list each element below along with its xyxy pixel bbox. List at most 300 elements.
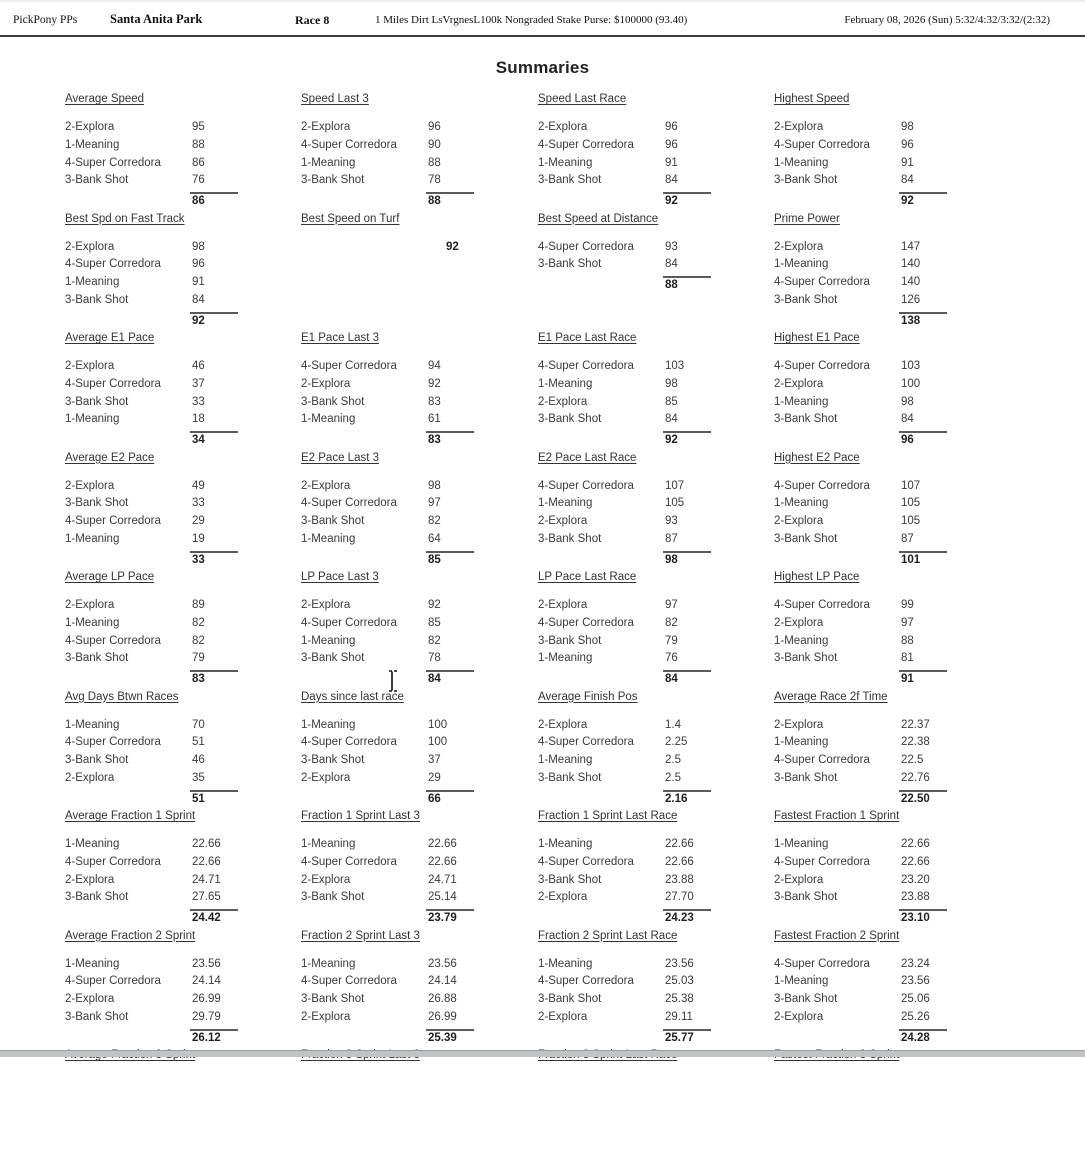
table-row	[774, 874, 1009, 892]
total-row	[301, 790, 538, 808]
summary-section	[65, 332, 301, 452]
section-title: Highest LP Pace	[774, 571, 860, 583]
horse-name: 1-Meaning	[538, 377, 593, 390]
horse-name: 1-Meaning	[301, 718, 356, 731]
table-row	[301, 719, 538, 737]
stat-value: 76	[665, 652, 678, 665]
table-row	[301, 396, 538, 414]
section-total: 138	[899, 312, 947, 327]
section-total: 85	[426, 551, 474, 566]
horse-name: 1-Meaning	[774, 736, 829, 749]
table-row	[301, 599, 538, 617]
table-row	[774, 838, 1009, 856]
table-row	[774, 157, 1009, 175]
horse-name: 2-Explora	[774, 121, 824, 133]
section-total: 84	[426, 670, 474, 685]
table-row	[538, 396, 774, 414]
table-row	[301, 958, 538, 976]
table-row	[538, 993, 774, 1011]
stat-value: 96	[901, 138, 914, 151]
table-row	[774, 139, 1009, 157]
horse-name: 2-Explora	[538, 515, 588, 527]
stat-value: 78	[428, 652, 441, 665]
summary-section	[538, 332, 774, 452]
table-row	[65, 993, 301, 1011]
stat-value: 29.11	[665, 1010, 693, 1023]
track-name: Santa Anita Park	[110, 12, 203, 26]
total-row	[301, 670, 538, 688]
table-row	[774, 241, 1009, 259]
horse-name: 4-Super Corredora	[65, 377, 161, 390]
table-row	[301, 772, 538, 790]
section-total: 88	[663, 276, 711, 291]
summary-section	[301, 810, 538, 930]
stat-value: 22.66	[901, 838, 930, 850]
table-row	[538, 121, 774, 139]
section-total: 66	[426, 790, 474, 805]
stat-value: 87	[665, 532, 678, 545]
stat-value: 85	[665, 395, 678, 408]
stat-value: 83	[428, 395, 441, 408]
summary-section	[301, 452, 538, 572]
table-row	[65, 856, 301, 874]
page-title: Summaries	[495, 58, 590, 77]
horse-name: 3-Bank Shot	[65, 754, 129, 766]
summary-section	[538, 810, 774, 930]
horse-name: 3-Bank Shot	[301, 993, 365, 1005]
table-row	[301, 838, 538, 856]
horse-name: 2-Explora	[538, 121, 588, 133]
summary-section	[301, 213, 538, 333]
section-total: 83	[426, 431, 474, 446]
table-row	[65, 497, 301, 515]
stat-value: 22.76	[901, 771, 930, 784]
total-row	[774, 790, 1009, 808]
total-row	[538, 1029, 774, 1047]
stat-value: 27.65	[192, 891, 221, 904]
table-row	[65, 958, 301, 976]
section-title: Fraction 1 Sprint Last 3	[301, 810, 420, 822]
horse-name: 3-Bank Shot	[774, 532, 838, 545]
section-total: 91	[899, 670, 947, 685]
stat-value: 29	[428, 771, 441, 784]
table-row	[65, 652, 301, 670]
horse-name: 1-Meaning	[65, 413, 120, 426]
table-row	[65, 378, 301, 396]
horse-name: 2-Explora	[65, 599, 115, 611]
stat-value: 25.26	[901, 1010, 930, 1023]
table-row	[538, 772, 774, 790]
stat-value: 79	[192, 652, 205, 665]
table-row	[301, 993, 538, 1011]
stat-value: 22.5	[901, 754, 924, 766]
table-row	[65, 258, 301, 276]
table-row	[774, 497, 1009, 515]
horse-name: 1-Meaning	[538, 957, 593, 970]
horse-name: 4-Super Corredora	[65, 736, 161, 749]
table-row	[774, 533, 1009, 551]
section-title: Best Speed on Turf	[301, 212, 400, 225]
stat-value: 26.99	[428, 1010, 457, 1023]
horse-name: 1-Meaning	[65, 957, 120, 970]
horse-name: 4-Super Corredora	[301, 497, 397, 510]
section-total: 98	[663, 551, 711, 566]
stat-value: 97	[665, 599, 678, 611]
stat-value: 84	[665, 258, 678, 271]
horse-name: 2-Explora	[774, 873, 824, 886]
table-row	[774, 276, 1009, 294]
section-title: Fraction 1 Sprint Last Race	[538, 810, 678, 822]
section-title: E1 Pace Last 3	[301, 332, 379, 344]
table-row	[774, 754, 1009, 772]
total-row	[774, 670, 1009, 688]
table-row	[65, 413, 301, 431]
table-row	[65, 480, 301, 498]
table-row	[774, 396, 1009, 414]
horse-name: 1-Meaning	[774, 497, 829, 510]
stat-value: 107	[901, 479, 921, 492]
horse-name: 2-Explora	[65, 993, 115, 1005]
stat-value: 90	[428, 138, 441, 151]
horse-name: 2-Explora	[301, 873, 351, 886]
horse-name: 3-Bank Shot	[65, 891, 129, 904]
summary-section	[538, 571, 774, 691]
table-row	[65, 754, 301, 772]
section-total: 33	[190, 551, 238, 566]
stat-value: 85	[428, 616, 441, 629]
stat-value: 1.4	[665, 718, 681, 731]
stat-value: 105	[665, 497, 685, 510]
stat-value: 23.88	[901, 891, 930, 904]
stat-value: 97	[901, 616, 914, 629]
stat-value: 22.66	[665, 838, 694, 850]
table-row	[301, 1011, 538, 1029]
horse-name: 3-Bank Shot	[65, 174, 129, 187]
stat-value: 76	[192, 174, 205, 187]
horse-name: 1-Meaning	[538, 838, 593, 850]
stat-value: 23.20	[901, 873, 930, 886]
horse-name: 3-Bank Shot	[774, 993, 838, 1005]
stat-value: 99	[901, 599, 914, 611]
stat-value: 22.66	[901, 855, 930, 868]
horse-name: 4-Super Corredora	[774, 276, 870, 288]
section-title: Average Fraction 1 Sprint	[65, 810, 196, 822]
app-name: PickPony PPs	[13, 14, 78, 26]
stat-value: 64	[428, 532, 441, 545]
table-row	[65, 736, 301, 754]
stat-value: 96	[192, 258, 205, 271]
stat-value: 25.03	[665, 975, 694, 988]
section-title: Prime Power	[774, 212, 840, 225]
summary-section	[301, 93, 538, 213]
total-row	[538, 790, 774, 808]
horse-name: 2-Explora	[538, 395, 588, 408]
section-total: 92	[190, 312, 238, 327]
horse-name: 1-Meaning	[538, 156, 593, 169]
horse-name: 4-Super Corredora	[538, 616, 634, 629]
stat-value: 93	[665, 240, 678, 253]
table-row	[538, 1011, 774, 1029]
horse-name: 3-Bank Shot	[538, 634, 602, 647]
section-title: Average Speed	[65, 93, 145, 105]
section-title: LP Pace Last Race	[538, 571, 637, 583]
stat-value: 103	[901, 360, 921, 372]
stat-value: 33	[192, 497, 205, 510]
section-total: 96	[899, 431, 947, 446]
horse-name: 4-Super Corredora	[538, 360, 634, 372]
horse-name: 4-Super Corredora	[301, 138, 397, 151]
section-total: 84	[663, 670, 711, 685]
summaries-grid	[65, 93, 1009, 1169]
horse-name: 2-Explora	[538, 718, 588, 731]
section-total: 24.28	[899, 1029, 947, 1044]
stat-value: 22.66	[428, 855, 457, 868]
horse-name: 4-Super Corredora	[538, 479, 634, 492]
summary-section	[65, 810, 301, 930]
table-row	[301, 515, 538, 533]
stat-value: 2.25	[665, 736, 688, 749]
horse-name: 2-Explora	[65, 240, 115, 253]
stat-value: 98	[901, 121, 914, 133]
table-row	[774, 294, 1009, 312]
stat-value: 126	[901, 293, 921, 306]
stat-value: 84	[901, 413, 914, 426]
table-row	[65, 838, 301, 856]
section-title: Average LP Pace	[65, 571, 155, 583]
horse-name: 4-Super Corredora	[538, 975, 634, 988]
section-total: 51	[190, 790, 238, 805]
stat-value: 92	[428, 599, 441, 611]
summary-section	[774, 332, 1009, 452]
stat-value: 2.5	[665, 771, 681, 784]
stat-value: 22.38	[901, 736, 930, 749]
stat-value: 98	[665, 377, 678, 390]
horse-name: 1-Meaning	[538, 754, 593, 766]
section-total: 2.16	[663, 790, 711, 805]
stat-value: 26.99	[192, 993, 221, 1005]
table-row	[538, 874, 774, 892]
stat-value: 79	[665, 634, 678, 647]
stat-value: 100	[901, 377, 921, 390]
total-row	[65, 312, 301, 330]
horse-name: 4-Super Corredora	[65, 156, 161, 169]
horse-name: 4-Super Corredora	[301, 360, 397, 372]
table-row	[301, 874, 538, 892]
horse-name: 3-Bank Shot	[301, 652, 365, 665]
stat-value: 96	[665, 121, 678, 133]
table-row	[774, 258, 1009, 276]
section-title: Speed Last Race	[538, 93, 627, 105]
horse-name: 4-Super Corredora	[774, 360, 870, 372]
stat-value: 2.5	[665, 754, 681, 766]
horse-name: 2-Explora	[65, 479, 115, 492]
stat-value: 23.56	[192, 957, 221, 970]
horse-name: 2-Explora	[65, 873, 115, 886]
section-total: 86	[190, 192, 238, 207]
stat-value: 22.66	[428, 838, 457, 850]
table-row	[301, 174, 538, 192]
total-row	[65, 1029, 301, 1047]
table-row	[538, 139, 774, 157]
summary-section	[774, 93, 1009, 213]
horse-name: 3-Bank Shot	[301, 395, 365, 408]
table-row	[538, 719, 774, 737]
table-row	[301, 241, 538, 259]
total-row	[774, 909, 1009, 927]
table-row	[538, 975, 774, 993]
horse-name: 1-Meaning	[774, 634, 829, 647]
table-row	[538, 838, 774, 856]
total-row	[65, 790, 301, 808]
horse-name: 2-Explora	[538, 891, 588, 904]
table-row	[774, 515, 1009, 533]
summary-section	[65, 930, 301, 1050]
summary-section	[301, 930, 538, 1050]
horse-name: 1-Meaning	[65, 838, 120, 850]
total-row	[774, 431, 1009, 449]
total-row	[538, 192, 774, 210]
table-row	[65, 874, 301, 892]
summary-section	[65, 571, 301, 691]
stat-value: 61	[428, 413, 441, 426]
stat-value: 24.71	[192, 873, 221, 886]
summary-section	[538, 930, 774, 1050]
stat-value: 95	[192, 121, 205, 133]
table-row	[65, 360, 301, 378]
horse-name: 2-Explora	[301, 771, 351, 784]
total-row	[301, 192, 538, 210]
table-row	[774, 772, 1009, 790]
horse-name: 3-Bank Shot	[538, 258, 602, 271]
section-title: Fraction 2 Sprint Last 3	[301, 929, 420, 942]
table-row	[65, 276, 301, 294]
stat-value: 98	[428, 479, 441, 492]
summary-section	[538, 691, 774, 811]
table-row	[65, 241, 301, 259]
horse-name: 2-Explora	[301, 121, 351, 133]
table-row	[65, 719, 301, 737]
table-row	[774, 480, 1009, 498]
stat-value: 96	[665, 138, 678, 151]
section-title: Average Fraction 2 Sprint	[65, 929, 196, 942]
stat-value: 107	[665, 479, 685, 492]
horse-name: 2-Explora	[301, 479, 351, 492]
total-row	[301, 551, 538, 569]
section-total: 24.23	[663, 909, 711, 924]
horse-name: 4-Super Corredora	[65, 975, 161, 988]
horse-name: 1-Meaning	[301, 413, 356, 426]
table-row	[774, 891, 1009, 909]
total-row	[538, 909, 774, 927]
horse-name: 1-Meaning	[65, 276, 120, 288]
horse-name: 4-Super Corredora	[538, 736, 634, 749]
stat-value: 105	[901, 497, 921, 510]
horse-name: 1-Meaning	[774, 838, 829, 850]
table-row	[65, 174, 301, 192]
summary-section	[65, 93, 301, 213]
section-total: 22.50	[899, 790, 947, 805]
table-row	[774, 958, 1009, 976]
summary-section	[774, 213, 1009, 333]
stat-value: 100	[428, 736, 448, 749]
stat-value: 88	[428, 156, 441, 169]
section-title: Fastest Fraction 2 Sprint	[774, 929, 900, 942]
section-title: Fraction 2 Sprint Last Race	[538, 929, 678, 942]
table-row	[301, 975, 538, 993]
stat-value: 82	[192, 616, 205, 629]
section-title: Fastest Fraction 1 Sprint	[774, 810, 900, 822]
section-total: 23.79	[426, 909, 474, 924]
section-total: 83	[190, 670, 238, 685]
horse-name: 3-Bank Shot	[538, 413, 602, 426]
stat-value: 91	[665, 156, 678, 169]
summary-section	[774, 810, 1009, 930]
table-row	[301, 497, 538, 515]
stat-value: 25.14	[428, 891, 457, 904]
table-row	[65, 599, 301, 617]
section-total: 34	[190, 431, 238, 446]
horse-name: 1-Meaning	[301, 156, 356, 169]
stat-value: 92	[446, 240, 459, 253]
horse-name: 4-Super Corredora	[301, 855, 397, 868]
stat-value: 27.70	[665, 891, 694, 904]
section-total: 25.77	[663, 1029, 711, 1044]
table-row	[65, 975, 301, 993]
table-row	[774, 1011, 1009, 1029]
horse-name: 3-Bank Shot	[774, 652, 838, 665]
section-title: Speed Last 3	[301, 93, 369, 105]
horse-name: 1-Meaning	[301, 532, 356, 545]
stat-value: 49	[192, 479, 205, 492]
stat-value: 140	[901, 276, 921, 288]
horse-name: 4-Super Corredora	[301, 616, 397, 629]
summary-section	[301, 691, 538, 811]
table-row	[538, 891, 774, 909]
section-title: E2 Pace Last 3	[301, 451, 379, 464]
table-row	[774, 174, 1009, 192]
table-row	[774, 121, 1009, 139]
table-row	[774, 617, 1009, 635]
table-row	[301, 480, 538, 498]
horse-name: 3-Bank Shot	[774, 293, 838, 306]
horse-name: 2-Explora	[301, 1010, 351, 1023]
total-row	[538, 670, 774, 688]
stat-value: 22.66	[192, 838, 221, 850]
table-row	[301, 856, 538, 874]
stat-value: 86	[192, 156, 205, 169]
total-row	[301, 1029, 538, 1047]
horse-name: 2-Explora	[774, 1010, 824, 1023]
table-row	[65, 891, 301, 909]
stat-value: 33	[192, 395, 205, 408]
horse-name: 1-Meaning	[65, 138, 120, 151]
table-row	[538, 497, 774, 515]
section-total: 25.39	[426, 1029, 474, 1044]
stat-value: 98	[192, 240, 205, 253]
section-total: 24.42	[190, 909, 238, 924]
table-row	[774, 413, 1009, 431]
stat-value: 22.37	[901, 718, 930, 731]
summary-section-cutoff	[65, 1049, 301, 1169]
horse-name: 2-Explora	[65, 771, 115, 784]
stat-value: 23.88	[665, 873, 694, 886]
stat-value: 70	[192, 718, 205, 731]
horse-name: 2-Explora	[65, 360, 115, 372]
horse-name: 1-Meaning	[65, 718, 120, 731]
total-row	[65, 670, 301, 688]
table-row	[538, 856, 774, 874]
horse-name: 4-Super Corredora	[538, 240, 634, 253]
